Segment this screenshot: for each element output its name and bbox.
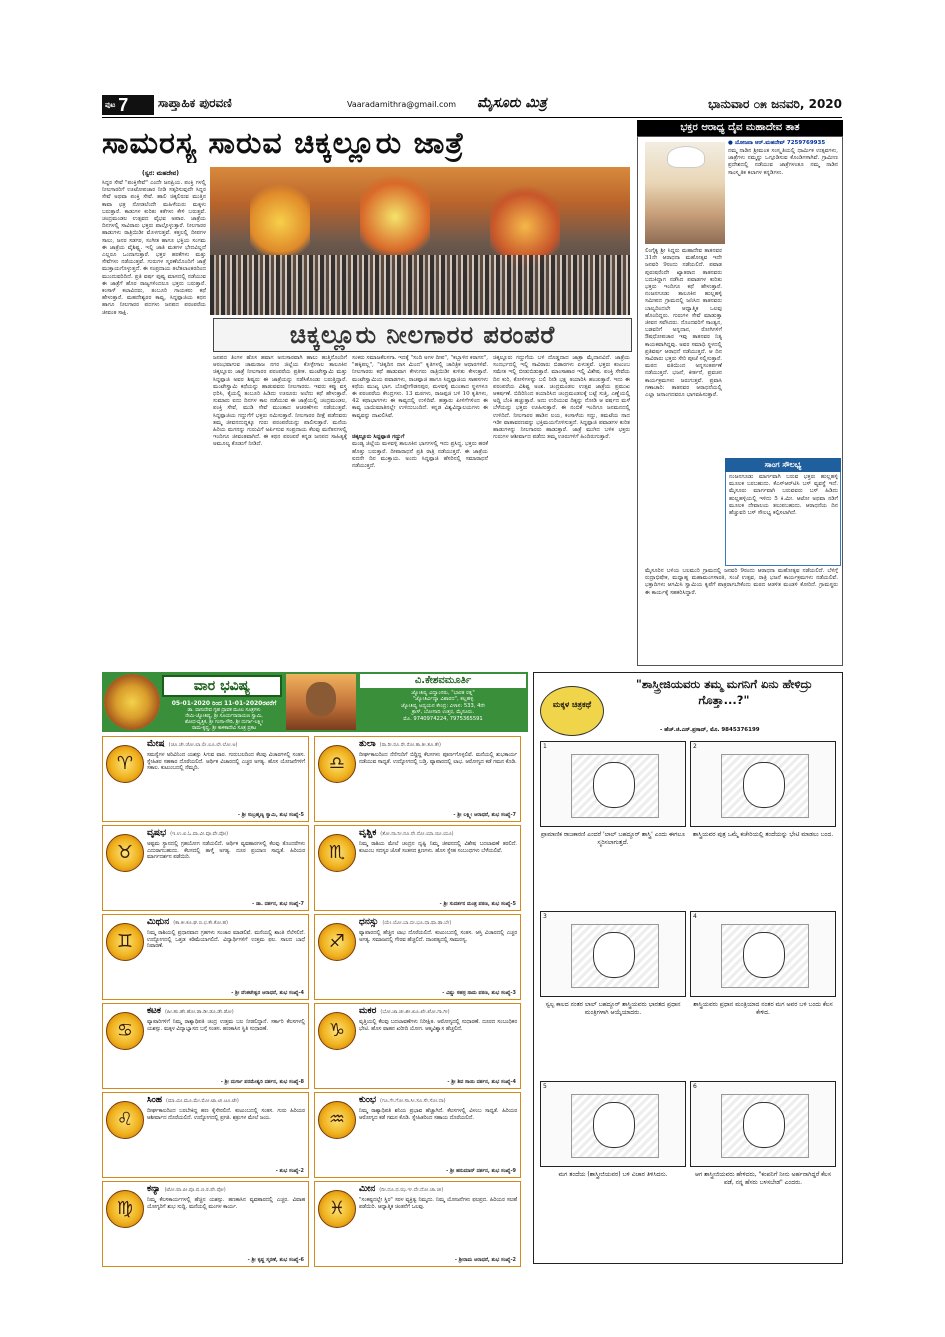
panel-number: 6 xyxy=(693,1083,697,1090)
comic-panel xyxy=(690,911,836,997)
zodiac-name xyxy=(359,739,441,751)
zodiac-name xyxy=(147,1184,226,1196)
zodiac-name-text: ಮೀನ xyxy=(359,1184,376,1194)
zodiac-prediction: ನಿಮ್ಮ ರಾಶಿಯ ಮೇಲೆ ಚಂದ್ರನ ದೃಷ್ಟಿ ನಿಮ್ಮ ಜೀವನದಲ್ಲಿ ವಿಶೇಷ ಬದಲಾವಣೆ ತರಲಿದೆ. ಕುಟುಂಬ ಸದಸ್ಯರ ಜೊತೆ ಸಂತಸದ ಕ್ಷಣಗಳು. ಹೊಸ ಸ್ನೇಹ ಸಂಬಂಧಗಳು ಬೆಳೆಯಲಿವೆ. xyxy=(359,841,517,854)
zodiac-sign-icon: ♌ xyxy=(106,1101,144,1139)
zodiac-letters: (ಮಾ.ಮೀ.ಮೂ.ಮೇ.ಮೋ.ಟಾ.ಟೀ.ಟೂ.ಟೇ) xyxy=(166,1098,239,1104)
article-column-3-more: ಮಂಡ್ಯ ಜಿಲ್ಲೆಯ ಮಳವಳ್ಳಿ ತಾಲೂಕಿನ ಭಾಗಗಳಲ್ಲಿ ಇದು ಪ್ರಸಿದ್ಧ. ಭಕ್ತರು ಹರಕೆ ಹೊತ್ತು ಬರುತ್ತಾರೆ. ದೀಪಾರಾಧನೆ ಪ್ರತಿ ರಾತ್ರಿ ನಡೆಯುತ್ತದೆ. ಈ ಜಾತ್ರೆಯ ಐದನೇ ದಿನ ಮುಕ್ತಾಯ. ಅಂದು ಸಿದ್ದಪ್ಪಾಜಿ ಹೆಸರಿನಲ್ಲಿ ಸಮಾರಾಧನೆ ನಡೆಯುತ್ತದೆ. xyxy=(352,441,488,470)
zodiac-letters: (ದೀ.ದೂ.ಥ.ಝ.ಞ.ದೇ.ದೋ.ಚಾ.ಚೀ) xyxy=(379,1187,444,1193)
festival-crowd-photo xyxy=(210,167,630,315)
feature-text-intro: ನಮ್ಮ ನಾಡಿನ ಶ್ರೀಮಂತ ಸಂಸ್ಕೃತಿಯಲ್ಲಿ ಧಾರ್ಮಿಕ ಉತ್ಸವಗಳು, ಜಾತ್ರೆಗಳು ನಮ್ಮನ್ನು ಒಗ್ಗೂಡಿಸುವ ಕೊಂಡಿಗಳಾಗಿವೆ. ಗ್ರಾಮೀಣ ಪ್ರದೇಶದಲ್ಲಿ ನಡೆಯುವ ಜಾತ್ರೆಗಳಂತೂ ನಮ್ಮ ನಾಡಿನ ಸಾಂಸ್ಕೃತಿಕ ಕಲಾಗಳ ಕನ್ನಡಿಗಳು. xyxy=(728,148,838,176)
comic-badge: ಮಕ್ಕಳ ಚಿತ್ರಕಥೆ xyxy=(540,686,604,736)
zodiac-remedy: - ಶ್ರೀರಾಮ ಆರಾಧನೆ, ಶುಭ ಸಂಖ್ಯೆ-2 xyxy=(454,1257,516,1263)
horoscope-info-line: ರಾಮ-ಕೃಷ್ಣ, ಶ್ರೀ ಕಾಳಿಕಾದೇವಿ ಸೂತ್ರ ಪ್ರಕಟ xyxy=(191,726,257,731)
comic-panel xyxy=(540,911,686,997)
panel-number: 5 xyxy=(543,1083,547,1090)
comic-caption: ಸ್ವಲ್ಪ ಕಾಲದ ನಂತರ ಲಾಲ್ ಬಹದ್ದೂರ್ ಶಾಸ್ತ್ರಿಯವರು ಭಾರತದ ಪ್ರಧಾನ ಮಂತ್ರಿಗಳಾಗಿ ಆಯ್ಕೆಯಾದರು. xyxy=(545,1001,681,1016)
zodiac-prediction: ವ್ಯಾಪಾರದಲ್ಲಿ ಹೆಚ್ಚಿನ ಲಾಭ ದೊರೆಯಲಿದೆ. ಕುಟುಂಬದಲ್ಲಿ ಸಂತಸ. ಆಸ್ತಿ ವಿಚಾರದಲ್ಲಿ ಎಚ್ಚರ ಅಗತ್ಯ. ಸಮಾಜದಲ್ಲಿ ಗೌರವ ಹೆಚ್ಚಲಿದೆ. ದಾಂಪತ್ಯದಲ್ಲಿ ಸಾಮರಸ್ಯ. xyxy=(359,930,517,943)
astrologer-details xyxy=(360,690,526,722)
weekly-supplement-title: ಸಾಪ್ತಾಹಿಕ ಪುರವಣಿ xyxy=(158,96,232,110)
zodiac-letters: (ತೋ.ನಾ.ನೀ.ನೂ.ನೇ.ನೋ.ಯಾ.ಯೀ.ಯೂ) xyxy=(380,831,454,837)
article-column-2: ಜನಪದ ತಿಂಗಳ ಹೊಸ ಹವಾಗ ಅನುಸಾರವಾಗಿ ಹಾಲು ಹುತ್ತಿನೊಂದಿಗೆ ಆರಂಭವಾಗುವ ಚಾಮರಾಜ ನಗರ ಜಿಲ್ಲೆಯ ಕೊಳ್ಳೇಗಾಲ ತಾಲೂಕಿನ ಚಿಕ್ಕಲ್ಲೂರು ಜಾತ್ರೆ ನೀಲಗಾರರ ಪರಂಪರೆಯ ಪ್ರತೀಕ. ಮಂಟೇಸ್ವಾಮಿ ಮತ್ತು ಸಿದ್ದಪ್ಪಾಜಿ ಅವರ ಶಿಷ್ಯರು ಈ ಜಾತ್ರೆಯನ್ನು ನಡೆಸಿಕೊಂಡು ಬರುತ್ತಿದ್ದಾರೆ. ಮಂಟೇಸ್ವಾಮಿ ಕಥೆಯನ್ನು ಹಾಡುವವರು ನೀಲಗಾರರು. ಇವರು ಕಪ್ಪು ವಸ್ತ್ರ ಧರಿಸಿ, ಕೈಯಲ್ಲಿ ತಂಬೂರಿ ಹಿಡಿದು ಊರೂರು ಅಲೆದು ಕಥೆ ಹೇಳುತ್ತಾರೆ. ಸುಮಾರು ಐದು ದಿನಗಳ ಕಾಲ ನಡೆಯುವ ಈ ಜಾತ್ರೆಯಲ್ಲಿ ಚಂದ್ರಮಂಡಲ, ಪಂಕ್ತಿ ಸೇವೆ, ಮುಡಿ ಸೇವೆ ಮುಂತಾದ ಆಚರಣೆಗಳು ನಡೆಯುತ್ತವೆ. ಸಿದ್ದಪ್ಪಾಜಿಯ ಗದ್ದುಗೆಗೆ ಭಕ್ತರು ನಮಿಸುತ್ತಾರೆ. ನೀಲಗಾರರ ದೀಕ್ಷೆ ಪಡೆದವರು ತಮ್ಮ ಜೀವನದುದ್ದಕ್ಕೂ ಗುರು ಪರಂಪರೆಯನ್ನು ಪಾಲಿಸುತ್ತಾರೆ. ಮನೆಯ ಹಿರಿಯ ಮಗನನ್ನು ಗುರುವಿಗೆ ಅರ್ಪಿಸುವ ಸಂಪ್ರದಾಯ ಕೆಲವು ಮನೆತನಗಳಲ್ಲಿ ಇಂದಿಗೂ ಜೀವಂತವಾಗಿದೆ. ಈ ಕಥನ ಪರಂಪರೆ ಕನ್ನಡ ಜನಪದ ಸಾಹಿತ್ಯಕ್ಕೆ ಅಮೂಲ್ಯ ಕೊಡುಗೆ ನೀಡಿದೆ. xyxy=(213,355,347,448)
zodiac-name-text: ಸಿಂಹ xyxy=(147,1095,163,1105)
zodiac-prediction: ವ್ಯಾಪಾರಿಗಳಿಗೆ ನಿಮ್ಮ ರಾಶ್ಯಾಧಿಪತಿ ಚಂದ್ರ ಉತ್ತಮ ಬಲ ನೀಡಲಿದ್ದಾನೆ. ಸರ್ಕಾರಿ ಕೆಲಸಗಳಲ್ಲಿ ಯಶಸ್ಸು. ಮಕ್ಕಳ ವಿದ್ಯಾಭ್ಯಾಸದ ಬಗ್ಗೆ ಸಂತಸ. ಹಣಕಾಸಿನ ಸ್ಥಿತಿ ಸುಧಾರಣೆ. xyxy=(147,1019,305,1032)
comic-credit: - ಹೆಚ್.ಜಿ.ಎನ್.ಪ್ರಸಾದ್, ಮೊ. 9845376199 xyxy=(660,727,760,733)
zodiac-letters: (ಯೇ.ಯೋ.ಬಾ.ಬೀ.ಭೂ.ಧಾ.ಫಾ.ಢಾ.ಬೇ) xyxy=(382,920,452,926)
astrologer-detail-line: "ಜ್ಯೋತಿರ್ವಿದ್ಯಾ ವಿಶಾರದ", ಕಲ್ಲಹಳ್ಳಿ xyxy=(412,696,474,703)
zodiac-letters: (ರಾ.ರೀ.ರೂ.ರೇ.ರೋ.ತಾ.ತೀ.ತೂ.ತೇ) xyxy=(379,742,441,748)
page-number: 7 xyxy=(118,95,129,115)
zodiac-prediction: ದೀರ್ಘಕಾಲದಿಂದ ಬರಬೇಕಿದ್ದ ಹಣ ಕೈಸೇರಲಿದೆ. ಕುಟುಂಬದಲ್ಲಿ ಸಂತಸ. ಗುರು ಹಿರಿಯರ ಆಶೀರ್ವಾದ ದೊರೆಯಲಿದೆ. ಉದ್ಯೋಗದಲ್ಲಿ ಪ್ರಗತಿ. ಶತ್ರುಗಳ ಮೇಲೆ ಜಯ. xyxy=(147,1108,305,1121)
zodiac-letters: (ಇ.ಉ.ಏ.ಓ.ವಾ.ವೀ.ವೂ.ವೇ.ವೋ) xyxy=(170,831,229,837)
zodiac-name-text: ಕುಂಭ xyxy=(359,1095,377,1105)
zodiac-box xyxy=(102,736,309,822)
zodiac-name-text: ಮೇಷ xyxy=(147,739,165,749)
issue-date: ಭಾನುವಾರ ೦೫ ಜನವರಿ, 2020 xyxy=(708,97,842,111)
feature-author: ● ಯೋಜನಾ ಆರ್.ಮಹದೇವ್ 7259769935 xyxy=(728,140,826,146)
comic-caption: ಪ್ರಾಮಾಣಿಕ ರಾಜಕಾರಣಿ ಎಂದರೆ 'ಲಾಲ್ ಬಹದ್ದೂರ್ ಶಾಸ್ತ್ರಿ' ಎಂದು ಈಗಲೂ ಸ್ಮರಿಸಲಾಗುತ್ತದೆ. xyxy=(540,831,686,846)
astrologer-detail-line: ಜ್ಯೋತಿಷ್ಯ ಅಧ್ಯಯನ ಕೇಂದ್ರ: ವಿಳಾಸ: 533, 4ನೇ xyxy=(401,702,485,709)
horoscope-info xyxy=(164,708,284,732)
zodiac-box xyxy=(314,1181,521,1267)
masthead xyxy=(102,95,842,118)
zodiac-remedy: - ಶ್ರೀ ದುರ್ಗಾ ಪರಮೇಶ್ವರಿ ದರ್ಶನ, ಶುಭ ಸಂಖ್ಯೆ-8 xyxy=(220,1079,304,1085)
comic-caption: ಶಾಸ್ತ್ರಿಯವರು ಪ್ರಧಾನ ಮಂತ್ರಿಯಾದ ನಂತರ ಮಗ ಅವರ ಬಳಿ ಬಂದು ಕೆಲಸ ಕೇಳಿದ. xyxy=(693,1001,833,1016)
newspaper-logo: ಮೈಸೂರು ಮಿತ್ರ xyxy=(477,95,547,111)
zodiac-prediction: ಸಮಸ್ಯೆಗಳ ಅರಿವಿನಿಂದ ಯಶಸ್ಸು ಸಿಗುವ ವಾರ. ಗುರುಬಲದಿಂದ ಕೆಲವು ವಿಚಾರಗಳಲ್ಲಿ ಸಂತಸ. ಸ್ನೇಹಿತರ ಸಹಕಾರ ದೊರೆಯಲಿದೆ. ಆರ್ಥಿಕ ವಿಚಾರದಲ್ಲಿ ಎಚ್ಚರ ಅಗತ್ಯ. ಹೊಸ ಯೋಜನೆಗಳಿಗೆ ಸಕಾಲ. ಕುಟುಂಬದಲ್ಲಿ ನೆಮ್ಮದಿ. xyxy=(147,752,305,772)
zodiac-box xyxy=(102,825,309,911)
horoscope-info-line: ನೇಮಿ-ಜ್ಯೋತಿಷ್ಯ, ಶ್ರೀ ಸೂರ್ಯನಾರಾಯಣ ಸ್ವಾಮಿ, xyxy=(185,714,263,719)
zodiac-prediction: ನಿಮ್ಮ ರಾಶ್ಯಾಧಿಪತಿ ಶನಿಯ ಪ್ರಭಾವ ಹೆಚ್ಚಾಗಿದೆ. ಕೆಲಸಗಳಲ್ಲಿ ವಿಳಂಬ ಸಾಧ್ಯತೆ. ಹಿರಿಯರ ಆರೋಗ್ಯದ ಕಡೆ ಗಮನ ಕೊಡಿ. ಸ್ನೇಹಿತರಿಂದ ಸಹಾಯ ದೊರೆಯಲಿದೆ. xyxy=(359,1108,517,1121)
zodiac-sign-icon: ♉ xyxy=(106,834,144,872)
zodiac-prediction: ನಿಮ್ಮ ರಾಶಿಯಲ್ಲಿ ಪ್ರಧಾನವಾದ ಗ್ರಹಗಳು ಸಂಚಾರ ಮಾಡಲಿವೆ. ಮನೆಯಲ್ಲಿ ಶಾಂತಿ ನೆಲೆಸಲಿದೆ. ಉದ್ಯೋಗದಲ್ಲಿ ಒತ್ತಡ ಕಡಿಮೆಯಾಗಲಿದೆ. ವಿದ್ಯಾರ್ಥಿಗಳಿಗೆ ಉತ್ತಮ ಫಲ. ಸಾಲದ ಬಾಧೆ ನಿವಾರಣೆ. xyxy=(147,930,305,950)
zodiac-prediction: ವೃತ್ತಿಯಲ್ಲಿ ಕೆಲವು ಬದಲಾವಣೆಗಳು ನಿರೀಕ್ಷಿತ. ಆರೋಗ್ಯದಲ್ಲಿ ಸುಧಾರಣೆ. ದೂರದ ಸಂಬಂಧಿಕರ ಭೇಟಿ. ಹೊಸ ವಾಹನ ಖರೀದಿ ಯೋಗ. ಆತ್ಮವಿಶ್ವಾಸ ಹೆಚ್ಚಲಿದೆ. xyxy=(359,1019,517,1032)
zodiac-sign-icon: ♓ xyxy=(318,1190,356,1228)
zodiac-name xyxy=(147,1095,239,1107)
zodiac-letters: (ಚೂ.ಚೇ.ಚೋ.ಲಾ.ಲೀ.ಲೂ.ಲೇ.ಲೋ.ಅ) xyxy=(168,742,238,748)
photo-caption: ಚಿಕ್ಕಲ್ಲೂರು ಸಿದ್ದಪ್ಪಾಜಿ ಗದ್ದುಗೆ xyxy=(352,434,405,441)
sub-headline: ಚಿಕ್ಕಲ್ಲೂರು ನೀಲಗಾರರ ಪರಂಪರೆ xyxy=(213,318,632,352)
zodiac-remedy: - ಶ್ರೀ ಸುದರ್ಶನ ಮಂತ್ರ ಪಠಣ, ಶುಭ ಸಂಖ್ಯೆ-5 xyxy=(439,901,516,907)
astrologer-detail-line: ಮೊ. 9740974224, 7975365591 xyxy=(403,715,483,722)
zodiac-sign-icon: ♍ xyxy=(106,1190,144,1228)
zodiac-sign-icon: ♐ xyxy=(318,923,356,961)
zodiac-box xyxy=(102,1092,309,1178)
zodiac-remedy: - ಶ್ರೀ ಶಿವ ಸಾಯಿ ದರ್ಶನ, ಶುಭ ಸಂಖ್ಯೆ-4 xyxy=(447,1079,516,1085)
zodiac-remedy: - ಶುಭ ಸಂಖ್ಯೆ-2 xyxy=(275,1168,304,1174)
zodiac-wheel-icon xyxy=(104,674,160,730)
facility-box-text: ನಂಜನಗೂಡು ಮಾರ್ಗವಾಗಿ ಬರುವ ಭಕ್ತರು ಹುಲ್ಲಹಳ್ಳಿ ಮೂಲಕ ಬರಬಹುದು. ಕೆಎಸ್‌ಆರ್‌ಟಿಸಿ ಬಸ್ ವ್ಯವಸ್ಥೆ ಇದೆ. ಮೈಸೂರು ಮಾರ್ಗವಾಗಿ ಬರುವವರು ಬಸ್ ಹಿಡಿದು ಹುಲ್ಲಹಳ್ಳಿಯಲ್ಲಿ ಇಳಿದು 5 ಕಿ.ಮೀ. ಆಟೋ ಅಥವಾ ನಡಿಗೆ ಮೂಲಕ ದೇವಾಲಯ ತಲುಪಬಹುದು. ಆರಾಧನೆಯ ದಿನ ಹೆಚ್ಚುವರಿ ಬಸ್ ಸೌಲಭ್ಯ ಕಲ್ಪಿಸಲಾಗಿದೆ. xyxy=(729,474,838,517)
zodiac-name-text: ವೃಶ್ಚಿಕ xyxy=(359,828,377,838)
zodiac-box xyxy=(102,1003,309,1089)
zodiac-name xyxy=(147,917,228,929)
zodiac-sign-icon: ♊ xyxy=(106,923,144,961)
zodiac-name-text: ಮಿಥುನ xyxy=(147,917,170,927)
zodiac-remedy: - ಶ್ರೀ ಲಕ್ಷ್ಮೀ ಆರಾಧನೆ, ಶುಭ ಸಂಖ್ಯೆ-7 xyxy=(453,812,516,818)
zodiac-letters: (ಹೀ.ಹು.ಹೇ.ಹೋ.ಡಾ.ಡೀ.ಡೂ.ಡೇ.ಡೋ) xyxy=(164,1009,234,1015)
astrologer-detail-line: ಕ್ರಾಸ್, ಬೋಗಾದಿ ಉತ್ತರ, ಮೈಸೂರು. xyxy=(411,709,475,716)
zodiac-name xyxy=(359,1095,446,1107)
zodiac-name xyxy=(359,828,454,840)
zodiac-name xyxy=(359,1006,450,1018)
feature-headline: ಭಕ್ತರ ಆರಾಧ್ಯ ದೈವ ಮಹಾದೇವ ತಾತ xyxy=(637,120,843,136)
zodiac-remedy: - ಶ್ರೀ ಸುಬ್ರಹ್ಮಣ್ಯ ಸ್ವಾಮಿ, ಶುಭ ಸಂಖ್ಯೆ-5 xyxy=(237,812,304,818)
zodiac-box xyxy=(314,1003,521,1089)
zodiac-letters: (ಗೂ.ಗೇ.ಗೋ.ಸಾ.ಸೀ.ಸೂ.ಸೇ.ಸೋ.ದಾ) xyxy=(380,1098,446,1104)
zodiac-remedy: - ವಿಷ್ಣು ಸಹಸ್ರ ನಾಮ ಪಠಣ, ಶುಭ ಸಂಖ್ಯೆ-3 xyxy=(442,990,516,996)
zodiac-remedy: - ಶ್ರೀ ವೆಂಕಟೇಶ್ವರ ಆರಾಧನೆ, ಶುಭ ಸಂಖ್ಯೆ-4 xyxy=(231,990,304,996)
panel-figure xyxy=(743,762,785,808)
zodiac-name-text: ಕನ್ಯಾ xyxy=(147,1184,161,1194)
zodiac-name-text: ಮಕರ xyxy=(359,1006,377,1016)
email-address[interactable]: Vaaradamithra@gmail.com xyxy=(347,100,457,109)
comic-caption: ಶಾಸ್ತ್ರಿಯವರ ಪುತ್ರ ಒಮ್ಮೆ ಕಚೇರಿಯಲ್ಲಿ ತಂದೆಯನ್ನು ಭೇಟಿ ಮಾಡಲು ಬಂದ. xyxy=(692,831,834,838)
zodiac-box xyxy=(102,914,309,1000)
facility-box-title: ಸಾಂಗ ಸೌಲಭ್ಯ xyxy=(725,458,841,472)
article-column-3 xyxy=(352,355,488,667)
astrologer-name: ವಿ.ಕೇಶವಮೂರ್ತಿ xyxy=(360,674,526,688)
zodiac-prediction: "ಸಂಕಷ್ಟದಲ್ಲೇ ಸ್ಥಿರ" ಸರಳ ವ್ಯಕ್ತಿತ್ವ ನಿಮ್ಮದು. ನಿಮ್ಮ ಯೋಜನೆಗಳು ಫಲಪ್ರದ. ಹಿರಿಯರ ಸಲಹೆ ಪಡೆಯಿರಿ. ಆಧ್ಯಾತ್ಮಿಕ ಚಿಂತನೆಗೆ ಒಲವು. xyxy=(359,1197,517,1210)
panel-number: 3 xyxy=(543,913,547,920)
panel-figure xyxy=(593,1102,635,1148)
comic-caption: ಮಗ ತಂದೆಯ (ಶಾಸ್ತ್ರೀಜಿಯವರ) ಬಳಿ ವಿಚಾರ ತಿಳಿಸಿದನು. xyxy=(558,1171,668,1178)
zodiac-name xyxy=(147,739,237,751)
horoscope-info-line: ಶೋಧ-ವೃತ್ತಿಕ, ಶ್ರೀ ಗಂಗಾ-ಗೌರಿ, ಶ್ರೀ ದುರ್ಗಾ-ಲಕ್ಷ್ಮೀ xyxy=(184,720,264,725)
panel-figure xyxy=(743,1102,785,1148)
comic-panel xyxy=(690,1081,836,1167)
page-number-badge xyxy=(102,95,154,115)
astrologer-detail-line: ಜ್ಯೋತಿಷ್ಯ ವಿದ್ವಾಂಸರು, "ಭಾರತ ರತ್ನ" xyxy=(411,690,475,696)
feature-text-end: ಮೈಸೂರಿನ ಬಳಿಯ ಬಲಮುರಿ ಗ್ರಾಮದಲ್ಲಿ ಜನವರಿ 9ರಂದು ಆರಾಧನಾ ಮಹೋತ್ಸವ ನಡೆಯಲಿದೆ. ಬೆಳಿಗ್ಗೆ ರುದ್ರಾಭಿಷೇಕ, ಮಧ್ಯಾಹ್ನ ಮಹಾಮಂಗಳಾರತಿ, ಸಂಜೆ ಉತ್ಸವ, ರಾತ್ರಿ ಭಜನೆ ಕಾರ್ಯಕ್ರಮಗಳು ನಡೆಯಲಿವೆ. ಭಕ್ತಾದಿಗಳು ಆಗಮಿಸಿ ಸ್ವಾಮಿಯ ಕೃಪೆಗೆ ಪಾತ್ರರಾಗಬೇಕೆಂದು ಮಠದ ಆಡಳಿತ ಮಂಡಳಿ ಕೋರಿದೆ. ಗ್ರಾಮಸ್ಥರು ಈ ಕಾರ್ಯಕ್ಕೆ ಸಹಕರಿಸಿದ್ದಾರೆ. xyxy=(645,568,838,596)
feature-text-body: ಲಿಂಗೈಕ್ಯ ಶ್ರೀ ಸಿದ್ದರು ಮಹಾದೇವ ತಾತನವರ 31ನೇ ಆರಾಧನಾ ಮಹೋತ್ಸವ ಇದೇ ಜನವರಿ 9ರಂದು ನಡೆಯಲಿದೆ. ಪವಾಡ ಪುರುಷರೆಂದೇ ಖ್ಯಾತರಾದ ತಾತನವರು ಬದುಕಿದ್ದಾಗ ನಡೆಸಿದ ಪವಾಡಗಳ ಕುರಿತು ಭಕ್ತರು ಇಂದಿಗೂ ಕಥೆ ಹೇಳುತ್ತಾರೆ. ನಂಜನಗೂಡು ತಾಲೂಕಿನ ಹುಲ್ಲಹಳ್ಳಿ ಸಮೀಪದ ಗ್ರಾಮದಲ್ಲಿ ಜನಿಸಿದ ತಾತನವರು ಬಾಲ್ಯದಿಂದಲೇ ಆಧ್ಯಾತ್ಮಿಕ ಒಲವು ಹೊಂದಿದ್ದರು. ಗುರುಗಳ ಸೇವೆ ಮಾಡುತ್ತಾ ಜೀವನ ಸವೆಸಿದರು. ನೊಂದವರಿಗೆ ಸಾಂತ್ವನ, ಬಡವರಿಗೆ ಅನ್ನದಾನ, ರೋಗಿಗಳಿಗೆ ಔಷಧೋಪಚಾರ ಇವು ತಾತನವರ ನಿತ್ಯ ಕಾಯಕವಾಗಿದ್ದವು. ಅವರ ಸಮಾಧಿ ಸ್ಥಳದಲ್ಲಿ ಪ್ರತಿವರ್ಷ ಆರಾಧನೆ ನಡೆಯುತ್ತದೆ. ಆ ದಿನ ಸಾವಿರಾರು ಭಕ್ತರು ಸೇರಿ ಪೂಜೆ ಸಲ್ಲಿಸುತ್ತಾರೆ. ಮಠದ ವತಿಯಿಂದ ಅನ್ನಸಂತರ್ಪಣೆ ನಡೆಯುತ್ತದೆ. ಭಜನೆ, ಕೀರ್ತನೆ, ಪ್ರವಚನ ಕಾರ್ಯಕ್ರಮಗಳು ಜರುಗುತ್ತವೆ. ಪ್ರವಾಸಿ ಗಣಾಚಾರಿ: ತಾತನವರ ಆರಾಧನೆಯಲ್ಲಿ ಎಲ್ಲಾ ಜನಾಂಗದವರೂ ಭಾಗವಹಿಸುತ್ತಾರೆ. xyxy=(645,248,722,399)
horoscope-info-line: ಡಾ. ವಾಸುದೇವ ಗೃಹ ದ್ರಾವಕ ಮೂಲ ಸೂತ್ರಗಳು xyxy=(187,708,261,713)
panel-number: 2 xyxy=(693,743,697,750)
zodiac-name-text: ಧನಸ್ಸು xyxy=(359,917,379,927)
saint-portrait xyxy=(645,142,725,244)
zodiac-name-text: ವೃಷಭ xyxy=(147,828,167,838)
zodiac-remedy: - ಡಾ. ದರ್ಶನ, ಶುಭ ಸಂಖ್ಯೆ-7 xyxy=(252,901,304,907)
zodiac-sign-icon: ♎ xyxy=(318,745,356,783)
article-column-4: ಚಿಕ್ಕಲ್ಲೂರು ಗದ್ದುಗೆಯ ಬಳಿ ದೊಡ್ಡದಾದ ಜಾತ್ರಾ ಮೈದಾನವಿದೆ. ಜಾತ್ರೆಯ ಸಂದರ್ಭದಲ್ಲಿ ಇಲ್ಲಿ ಸಾವಿರಾರು ಬಿಡಾರಗಳು ಏಳುತ್ತವೆ. ಭಕ್ತರು ಕುಟುಂಬ ಸಮೇತ ಇಲ್ಲಿ ಬೀಡುಬಿಡುತ್ತಾರೆ. ಮಾಂಸಾಹಾರ ಇಲ್ಲಿ ವಿಶೇಷ. ಪಂಕ್ತಿ ಸೇವೆಯ ದಿನ ಕುರಿ, ಕೋಳಿಗಳನ್ನು ಬಲಿ ನೀಡಿ ಭಕ್ಷ್ಯ ತಯಾರಿಸಿ ಹಂಚುತ್ತಾರೆ. ಇದು ಈ ಪರಂಪರೆಯ ವಿಶಿಷ್ಟ ಅಂಶ. ಚಂದ್ರಮಂಡಲ ಉತ್ಸವ ಜಾತ್ರೆಯ ಪ್ರಮುಖ ಆಕರ್ಷಣೆ. ಬಿದಿರಿನಿಂದ ತಯಾರಿಸಿದ ಚಂದ್ರಮಂಡಲಕ್ಕೆ ಬಟ್ಟೆ ಸುತ್ತಿ, ಎಣ್ಣೆಯಲ್ಲಿ ಅದ್ದಿ ಬೆಂಕಿ ಹಚ್ಚುತ್ತಾರೆ. ಅದು ಉರಿಯುವ ದಿಕ್ಕನ್ನು ನೋಡಿ ಆ ವರ್ಷದ ಮಳೆ ಬೆಳೆಯನ್ನು ಭಕ್ತರು ಊಹಿಸುತ್ತಾರೆ. ಈ ನಂಬಿಕೆ ಇಂದಿಗೂ ಜನಮನದಲ್ಲಿ ಉಳಿದಿದೆ. ನೀಲಗಾರರ ಹಾಡಿನ ಲಯ, ಕಂಸಾಳೆಯ ಸದ್ದು, ತಮಟೆಯ ನಾದ ಇಡೀ ವಾತಾವರಣವನ್ನು ಭಕ್ತಿಮಯಗೊಳಿಸುತ್ತದೆ. ಸಿದ್ದಪ್ಪಾಜಿ ಪವಾಡಗಳ ಕುರಿತ ಹಾಡುಗಳನ್ನು ನೀಲಗಾರರು ಹಾಡುತ್ತಾರೆ. ಜಾತ್ರೆ ಮುಗಿದ ಬಳಿಕ ಭಕ್ತರು ಗುರುಗಳ ಆಶೀರ್ವಾದ ಪಡೆದು ತಮ್ಮ ಊರುಗಳಿಗೆ ಹಿಂದಿರುಗುತ್ತಾರೆ. xyxy=(493,355,630,441)
page-label: ಪುಟ xyxy=(105,101,116,109)
zodiac-box xyxy=(314,914,521,1000)
zodiac-sign-icon: ♑ xyxy=(318,1012,356,1050)
zodiac-box xyxy=(314,825,521,911)
article-column-left: ಸಿದ್ದರ ಸೇವೆ "ಪಂಕ್ತಿಸೇವೆ" ಎಂದೇ ಜನಪ್ರಿಯ. ಪಂಕ್ತಿ ಗಳಲ್ಲಿ ನೀಲಗಾರರಿಗೆ ಊಟೋಪಚಾರ ನೀಡಿ ಸತ್ಕರಿಸುವುದೇ ಸಿದ್ದರ ಸೇವೆ ಅಥವಾ ಪಂಕ್ತಿ ಸೇವೆ. ಹಾಲಿ ಚಿಕ್ಕಲಿರುವ ಮುತ್ತಿನ ಕಾವಾ ಛತ್ರ ನೋಡಲೆಂದೇ ಮಹಿಳೆಯರು ಮಕ್ಕಳು ಬರುತ್ತಾರೆ. ಕಾಡುಗಳ ಕುರಿತು ಕತೆಗಳು ಕೇಳಿ ಬರುತ್ತವೆ. ಚಂದ್ರಮಂಡಲ ಉತ್ಸವದ ವೈಭವ ಅಪಾರ. ಜಾತ್ರೆಯ ದಿನಗಳಲ್ಲಿ ಸಾವಿರಾರು ಭಕ್ತರು ಪಾಲ್ಗೊಳ್ಳುತ್ತಾರೆ. ನೀಲಗಾರರ ಹಾಡುಗಳು ರಾತ್ರಿಯಿಡೀ ಮೊಳಗುತ್ತವೆ. ಕತ್ತಲಲ್ಲಿ ದೀಪಗಳ ಸಾಲು, ಜನರ ಸಡಗರ, ಸಂಗೀತ ಹಾಗೂ ಭಕ್ತಿಯ ಸಂಗಮ ಈ ಜಾತ್ರೆಯ ವೈಶಿಷ್ಟ್ಯ. ಇಲ್ಲಿ ಜಾತಿ ಮತಗಳ ಭೇದವಿಲ್ಲದೆ ಎಲ್ಲರೂ ಒಂದಾಗುತ್ತಾರೆ. ಭಕ್ತರ ಹರಕೆಗಳು ಮತ್ತು ಸೇವೆಗಳು ನಡೆಯುತ್ತವೆ. ಗುರುಗಳ ಸ್ಮರಣೆಯೊಂದಿಗೆ ಜಾತ್ರೆ ಮುಕ್ತಾಯಗೊಳ್ಳುತ್ತದೆ. ಈ ಸಂಪ್ರದಾಯ ತಲೆತಲಾಂತರದಿಂದ ಮುಂದುವರಿದಿದೆ. ಪ್ರತಿ ವರ್ಷ ಪುಷ್ಯ ಮಾಸದಲ್ಲಿ ನಡೆಯುವ ಈ ಜಾತ್ರೆಗೆ ಹೊರ ರಾಜ್ಯಗಳಿಂದಲೂ ಭಕ್ತರು ಬರುತ್ತಾರೆ. ಕಂಸಾಳೆ ಕಲಾವಿದರು, ತಂಬೂರಿ ಗಾಯಕರು ಕಥೆ ಹೇಳುತ್ತಾರೆ. ಮಹದೇಶ್ವರರ ಕಾವ್ಯ, ಸಿದ್ದಪ್ಪಾಜಿಯ ಕಥನ ಹಾಗೂ ನೀಲಗಾರರ ಪದಗಳು ಜನಪದ ಪರಂಪರೆಯ ಜೀವಂತ ಸಾಕ್ಷಿ. xyxy=(102,180,206,316)
zodiac-remedy: - ಶ್ರೀ ಕೃಷ್ಣ ಸ್ಮರಣೆ, ಶುಭ ಸಂಖ್ಯೆ-6 xyxy=(247,1257,304,1263)
zodiac-prediction: ದೀರ್ಘಕಾಲದಿಂದ ನೆನೆಗುದಿಗೆ ಬಿದ್ದಿದ್ದ ಕೆಲಸಗಳು ಪೂರ್ಣಗೊಳ್ಳಲಿವೆ. ಮನೆಯಲ್ಲಿ ಶುಭಕಾರ್ಯ ನಡೆಯುವ ಸಾಧ್ಯತೆ. ಉದ್ಯೋಗದಲ್ಲಿ ಬಡ್ತಿ. ವ್ಯಾಪಾರದಲ್ಲಿ ಲಾಭ. ಆರೋಗ್ಯದ ಕಡೆ ಗಮನ ಕೊಡಿ. xyxy=(359,752,517,765)
horoscope-dates: 05-01-2020 ರಿಂದ 11-01-2020ರವರೆಗೆ xyxy=(171,700,277,707)
zodiac-sign-icon: ♒ xyxy=(318,1101,356,1139)
zodiac-box xyxy=(314,1092,521,1178)
comic-caption: ಆಗ ಶಾಸ್ತ್ರೀಜಿಯವರು ಹೇಳಿದರು, "ಕಂಪನಿಗೆ ನೀನು ಅರ್ಹನಾಗಿದ್ದರೆ ಕೆಲಸ ಪಡೆ, ನನ್ನ ಹೆಸರು ಬಳಸಬೇಡ" ಎಂದರು. xyxy=(694,1171,832,1186)
zodiac-name xyxy=(147,828,228,840)
article-column-3-text: ಸಂಕರು ಸಮಾಜಕೆಲಸಗಾ. ಇದಕ್ಕೆ "ಸಂದಿ ಅಗಳ ದೀಪ", "ಕಬ್ಬಾಳಿನ ಕರಾಗನ", "ಹಕ್ಕಿಪಲ್ಲ", "ಚಿಕ್ಕದಿನ ದಾಸ ಮಿಂದ" ಕೃತಿಗಳಲ್ಲಿ ಚಾರಿತ್ರಿಕ ಆಧಾರಗಳಿವೆ. ನೀಲಗಾರರು ಕಥೆ ಹಾಡುವಾಗ ಕೇಳುಗರು ರಾತ್ರಿಯಿಡೀ ಕುಳಿತು ಕೇಳುತ್ತಾರೆ. ಮಂಟೇಸ್ವಾಮಿಯ ಪವಾಡಗಳು, ರಾಚಪ್ಪಾಜಿ ಹಾಗೂ ಸಿದ್ದಪ್ಪಾಜಿಯ ಸಾಹಸಗಳು ಕಥೆಯ ಮುಖ್ಯ ಭಾಗ. ಬೊಪ್ಪೇಗೌಡನಪುರ, ಮಳವಳ್ಳಿ ಮುಂತಾದ ಸ್ಥಳಗಳೂ ಈ ಪರಂಪರೆಯ ಕೇಂದ್ರಗಳು. 13 ಮಠಗಳು, ರಾಜಪ್ಪಜಿ ಬಳಿ 10 ಕೃತಿಗಳು, 42 ಕಥಾಭಾಗಗಳು ಈ ಕಾವ್ಯದಲ್ಲಿ ಉಳಿದಿವೆ. ಹತ್ತಾರು ಪೀಳಿಗೆಗಳಿಂದ ಈ ಕಾವ್ಯ ಬಾಯಿಮಾತಿನಲ್ಲೇ ಉಳಿದುಬಂದಿದೆ. ಕನ್ನಡ ವಿಶ್ವವಿದ್ಯಾಲಯಗಳು ಈ ಕಾವ್ಯವನ್ನು ದಾಖಲಿಸಿವೆ. xyxy=(352,355,488,419)
zodiac-sign-icon: ♏ xyxy=(318,834,356,872)
zodiac-letters: (ಕಾ.ಕೀ.ಕೂ.ಘ.ಙ.ಛ.ಕೇ.ಕೋ.ಹ) xyxy=(173,920,228,926)
byline: (ಸ್ವರ: ಮಹದೇವ) xyxy=(142,170,179,177)
comic-title: "ಶಾಸ್ತ್ರೀಜಿಯವರು ತಮ್ಮ ಮಗನಿಗೆ ಏನು ಹೇಳಿದ್ರು ಗೊತ್ತಾ...?" xyxy=(635,677,813,707)
zodiac-name-text: ಕಟಕ xyxy=(147,1006,161,1016)
zodiac-name-text: ತುಲಾ xyxy=(359,739,376,749)
panel-number: 4 xyxy=(693,913,697,920)
zodiac-remedy: - ಶ್ರೀ ಹನುಮಾನ್ ದರ್ಶನ, ಶುಭ ಸಂಖ್ಯೆ-9 xyxy=(446,1168,516,1174)
zodiac-prediction: ಅಷ್ಟಮ ಸ್ಥಾನದಲ್ಲಿ ಗ್ರಹಯೋಗ ನಡೆಯಲಿದೆ. ಆರ್ಥಿಕ ವ್ಯವಹಾರಗಳಲ್ಲಿ ಕೆಲವು ತೊಂದರೆಗಳು ಎದುರಾಗಬಹುದು. ಕೆಲಸದಲ್ಲಿ ತಾಳ್ಮೆ ಅಗತ್ಯ. ದೂರ ಪ್ರಯಾಣ ಸಾಧ್ಯತೆ. ಹಿರಿಯರ ಮಾರ್ಗದರ್ಶನ ಪಡೆಯಿರಿ. xyxy=(147,841,305,861)
zodiac-box xyxy=(102,1181,309,1267)
main-headline: ಸಾಮರಸ್ಯ ಸಾರುವ ಚಿಕ್ಕಲ್ಲೂರು ಜಾತ್ರೆ xyxy=(102,126,465,161)
horoscope-title: ವಾರ ಭವಿಷ್ಯ xyxy=(162,675,282,697)
zodiac-name xyxy=(147,1006,234,1018)
comic-panel xyxy=(540,1081,686,1167)
astrologer-photo xyxy=(286,674,356,730)
zodiac-prediction: ನಿಮ್ಮ ಕೆಲಸಕಾರ್ಯಗಳಲ್ಲಿ ಹೆಚ್ಚಿನ ಯಶಸ್ಸು. ಹಣಕಾಸಿನ ವ್ಯವಹಾರದಲ್ಲಿ ಎಚ್ಚರ. ವಿವಾಹ ಯೋಗ್ಯರಿಗೆ ಶುಭ ಸುದ್ದಿ. ಮನೆಯಲ್ಲಿ ಮಂಗಳ ಕಾರ್ಯ. xyxy=(147,1197,305,1210)
panel-number: 1 xyxy=(543,743,547,750)
zodiac-letters: (ಟೋ.ಪಾ.ಪೀ.ಪೂ.ಷ.ಣ.ಠ.ಪೇ.ಪೋ) xyxy=(164,1187,226,1193)
comic-panel xyxy=(540,741,686,827)
zodiac-box xyxy=(314,736,521,822)
panel-figure xyxy=(593,932,635,978)
zodiac-letters: (ಭೋ.ಜಾ.ಜೀ.ಖೀ.ಖೂ.ಖೇ.ಖೋ.ಗಾ.ಗೀ) xyxy=(380,1009,450,1015)
zodiac-sign-icon: ♈ xyxy=(106,745,144,783)
panel-figure xyxy=(743,932,785,978)
zodiac-sign-icon: ♋ xyxy=(106,1012,144,1050)
panel-figure xyxy=(593,762,635,808)
zodiac-name xyxy=(359,917,451,929)
comic-panel xyxy=(690,741,836,827)
zodiac-name xyxy=(359,1184,443,1196)
